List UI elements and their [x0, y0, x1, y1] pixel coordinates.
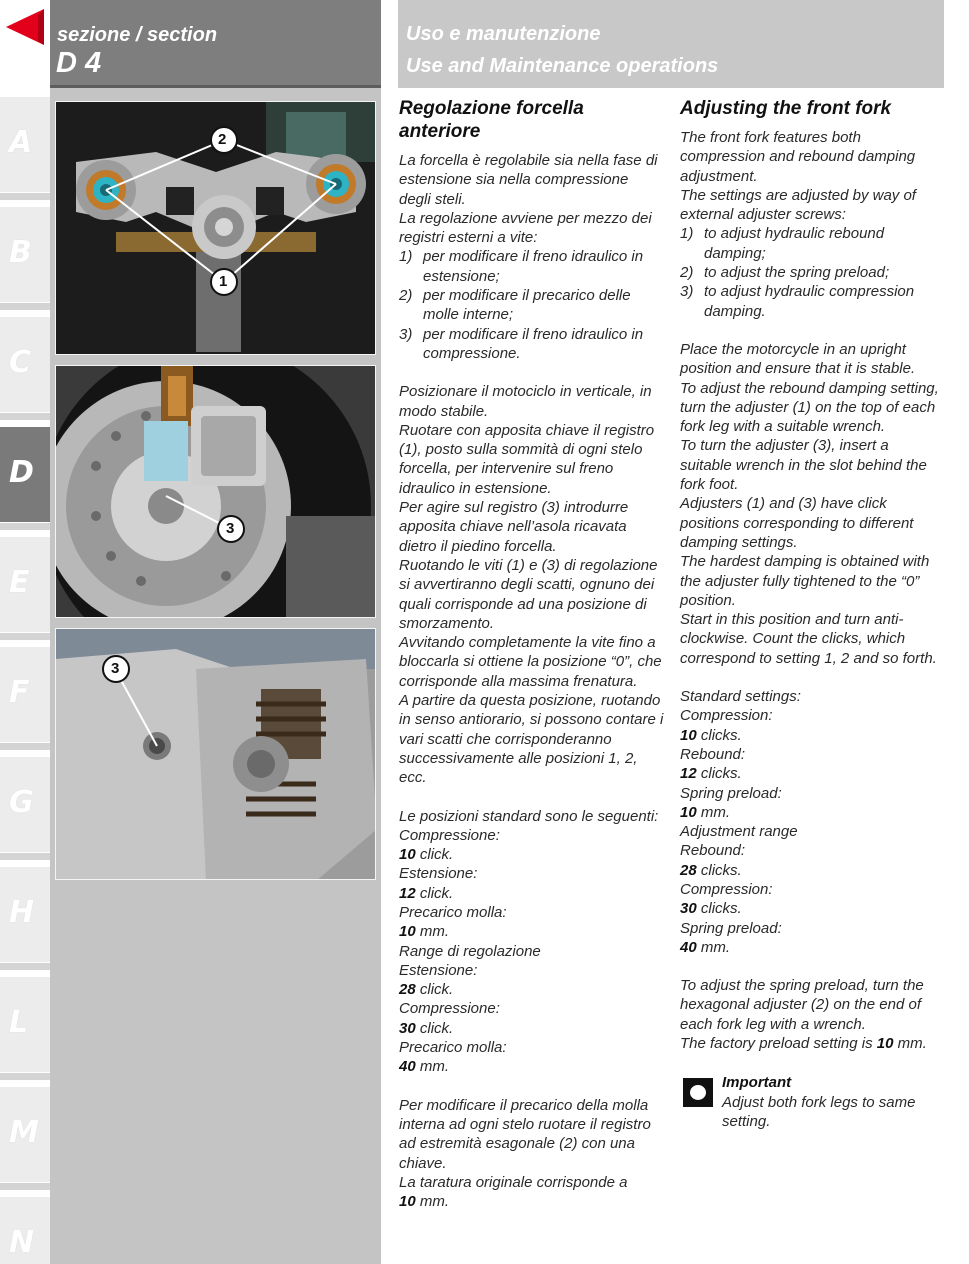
english-preload-para: To adjust the spring preload, turn the hexagonal adjuster (2) on the end of each fork leg with a wrench.: [680, 977, 924, 1033]
english-para-2: To adjust the rebound damping setting, turn the adjuster (1) on the top of each fork leg with a suitable wrench.: [680, 379, 939, 436]
tab-letter: N: [9, 1225, 35, 1260]
english-intro-2: The settings are adjusted by way of external adjuster screws:: [680, 186, 916, 224]
italian-column: [399, 97, 664, 1211]
italian-para-3: Per agire sul registro (3) introdurre apposita chiave nell’asola ricavata dietro il piedino forcella.: [399, 499, 629, 555]
photo-fork-foot-closeup: [55, 628, 376, 880]
spec-label: Compressione:: [399, 826, 500, 844]
section-tab-g[interactable]: [0, 757, 50, 853]
english-std-intro: Standard settings:: [680, 688, 801, 706]
spec-value: 40 mm.: [680, 938, 731, 956]
section-tab-n[interactable]: [0, 1197, 50, 1264]
range-label: Range di regolazione: [399, 942, 541, 960]
spec-label: Compressione:: [399, 1000, 500, 1018]
english-para-3: To turn the adjuster (3), insert a suitable wrench in the slot behind the fork foot.: [680, 437, 927, 494]
callout-3-closeup: 3: [111, 660, 120, 677]
spec-label: Estensione:: [399, 961, 478, 979]
italian-list-item: 1) per modificare il freno idraulico in estensione;: [399, 248, 644, 285]
english-column: [680, 97, 942, 1131]
italian-std-intro: Le posizioni standard sono le seguenti:: [399, 807, 659, 825]
spec-value: 10 clicks.: [680, 726, 742, 744]
english-intro-1: The front fork features both compression and rebound damping adjustment.: [680, 129, 916, 185]
tab-letter: L: [9, 1005, 29, 1040]
chapter-title-en: Use and Maintenance operations: [406, 55, 719, 77]
english-list-item: 3) to adjust hydraulic compression damping.: [680, 283, 915, 320]
tab-letter: C: [9, 345, 32, 380]
spec-label: Precarico molla:: [399, 903, 507, 921]
tab-separator: [0, 743, 50, 750]
tab-separator: [0, 523, 50, 530]
section-label: sezione / section: [57, 24, 218, 46]
spec-value: 28 click.: [399, 981, 454, 999]
tab-letter: G: [9, 785, 34, 820]
tab-separator: [0, 1183, 50, 1190]
english-title: Adjusting the front fork: [680, 98, 892, 119]
section-tab-e[interactable]: [0, 537, 50, 633]
tab-letter: E: [9, 565, 30, 600]
english-para-6: Start in this position and turn anti-clockwise. Count the clicks, which correspond to setting 1, 2 and so forth.: [680, 611, 937, 667]
italian-factory-value: 10 mm.: [399, 1193, 450, 1211]
callout-1: 1: [219, 273, 228, 290]
spec-value: 12 clicks.: [680, 765, 742, 783]
important-title: Important: [722, 1074, 792, 1092]
spec-value: 12 click.: [399, 884, 454, 902]
english-para-1: Place the motorcycle in an upright position and ensure that it is stable.: [680, 340, 916, 378]
italian-preload-para: Per modificare il precarico della molla interna ad ogni stelo ruotare il registro ad estremità esagonale (2) con una chiave.: [399, 1096, 651, 1172]
photo-steering-head: [55, 101, 376, 355]
tab-separator: [0, 1073, 50, 1080]
tab-separator: [0, 633, 50, 640]
range-label: Adjustment range: [680, 823, 798, 841]
tab-separator: [0, 413, 50, 420]
section-code: D 4: [56, 47, 102, 79]
italian-list-item: 3) per modificare il freno idraulico in compressione.: [399, 325, 644, 362]
section-tab-f[interactable]: [0, 647, 50, 743]
callout-2: 2: [218, 131, 227, 148]
tab-letter: M: [9, 1115, 39, 1150]
spec-value: 28 clicks.: [680, 861, 742, 879]
italian-factory-text: La taratura originale corrisponde a: [399, 1173, 628, 1191]
callout-3: 3: [226, 520, 235, 537]
tab-letter: D: [9, 455, 34, 490]
section-tab-a[interactable]: [0, 97, 50, 193]
spec-label: Precarico molla:: [399, 1039, 507, 1057]
spec-label: Rebound:: [680, 842, 746, 860]
section-header: [50, 0, 381, 88]
tab-separator: [0, 193, 50, 200]
important-text: Adjust both fork legs to same setting.: [722, 1093, 916, 1130]
spec-value: 10 click.: [399, 846, 454, 864]
tab-separator: [0, 853, 50, 860]
section-tabs: [0, 97, 50, 1264]
tab-separator: [0, 963, 50, 970]
italian-para-6: A partire da questa posizione, ruotando in senso antiorario, si possono contare i vari scatti che corrisponderanno successivamente alle posizioni 1, 2, ecc.: [399, 692, 664, 787]
tab-letter: B: [9, 235, 32, 270]
italian-para-1: Posizionare il motociclo in verticale, in modo stabile.: [399, 383, 652, 420]
italian-title: Regolazione forcella anteriore: [399, 98, 584, 142]
english-list-item: 2) to adjust the spring preload;: [680, 264, 890, 282]
english-para-4: Adjusters (1) and (3) have click positions corresponding to different damping settings.: [680, 495, 914, 551]
spec-label: Spring preload:: [680, 784, 782, 802]
section-tab-m[interactable]: [0, 1087, 50, 1183]
english-para-5: The hardest damping is obtained with the adjuster fully tightened to the “0” position.: [680, 553, 930, 609]
spec-value: 10 mm.: [399, 923, 450, 941]
spec-label: Rebound:: [680, 745, 746, 763]
section-tab-d[interactable]: [0, 427, 50, 523]
spec-label: Compression:: [680, 880, 773, 898]
italian-para-5: Avvitando completamente la vite fino a bloccarla si ottiene la posizione “0”, che corrisponde alla massima frenatura.: [399, 634, 662, 690]
important-icon: [683, 1078, 713, 1107]
spec-label: Estensione:: [399, 865, 478, 883]
spec-label: Spring preload:: [680, 919, 782, 937]
italian-intro-1: La forcella è regolabile sia nella fase di estensione sia nella compressione degli steli.: [399, 152, 658, 208]
spec-value: 30 click.: [399, 1019, 454, 1037]
italian-para-4: Ruotando le viti (1) e (3) di regolazione si avvertiranno degli scatti, ognuno dei quali corrisponde ad una posizione di smorzamento.: [399, 556, 658, 632]
italian-list-item: 2) per modificare il precarico delle molle interne;: [399, 287, 631, 324]
italian-intro-2: La regolazione avviene per mezzo dei registri esterni a vite:: [399, 209, 652, 247]
important-note: [680, 1073, 942, 1131]
section-tab-l[interactable]: [0, 977, 50, 1073]
back-arrow-icon[interactable]: [4, 7, 46, 47]
tab-letter: H: [9, 895, 35, 930]
tab-letter: F: [9, 675, 30, 710]
section-tab-h[interactable]: [0, 867, 50, 963]
spec-label: Compression:: [680, 707, 773, 725]
spec-value: 40 mm.: [399, 1058, 450, 1076]
spec-value: 30 clicks.: [680, 900, 742, 918]
chapter-header: [398, 0, 944, 88]
chapter-title-it: Uso e manutenzione: [406, 23, 601, 45]
english-factory-line: The factory preload setting is 10 mm.: [680, 1035, 927, 1053]
section-tab-c[interactable]: [0, 317, 50, 413]
photo-fork-foot: [55, 365, 376, 618]
spec-value: 10 mm.: [680, 803, 731, 821]
tab-separator: [0, 303, 50, 310]
english-list-item: 1) to adjust hydraulic rebound damping;: [680, 225, 885, 262]
italian-para-2: Ruotare con apposita chiave il registro (1), posto sulla sommità di ogni stelo forcella, per intervenire sul freno idraulico in estensione.: [399, 421, 655, 497]
section-tab-b[interactable]: [0, 207, 50, 303]
tab-letter: A: [9, 125, 33, 160]
